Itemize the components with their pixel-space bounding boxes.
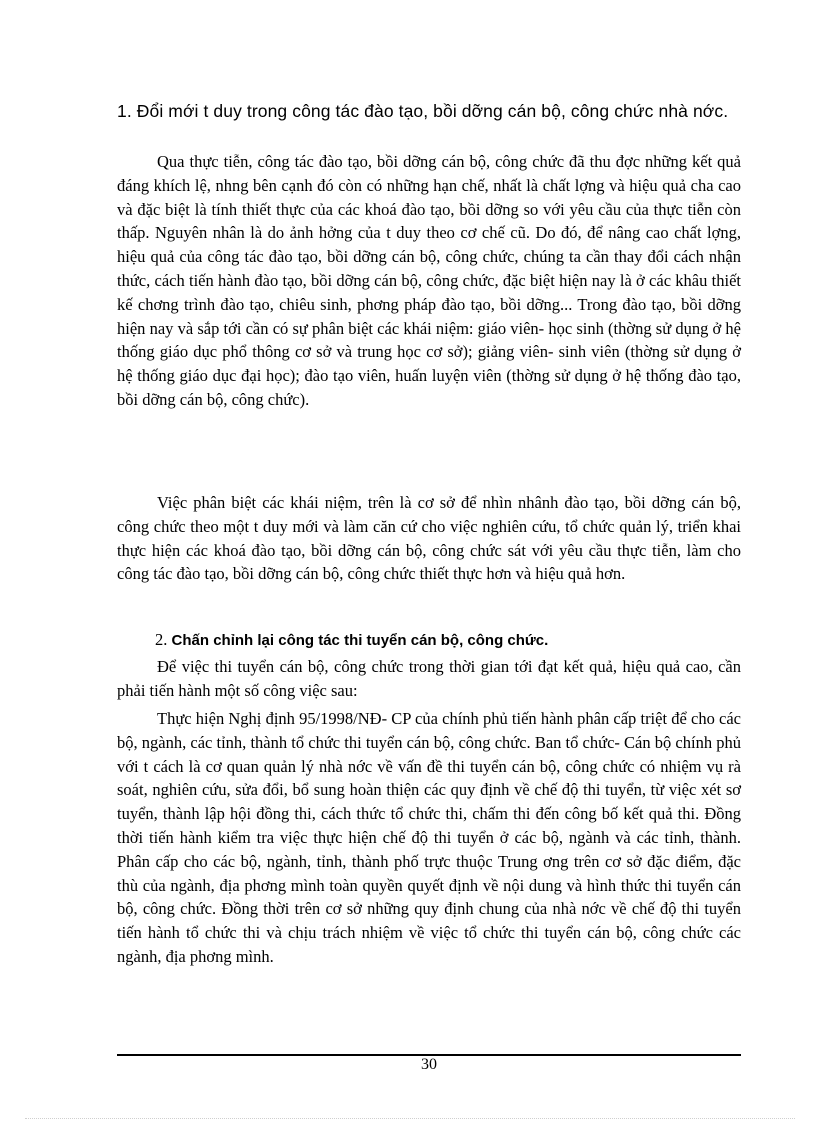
page-number: 30 (421, 1056, 437, 1073)
section-heading-1: 1. Đổi mới t duy trong công tác đào tạo, bồi dỡng cán bộ, công chức nhà nớc. (117, 101, 729, 121)
paragraph-training-reform: Qua thực tiễn, công tác đào tạo, bồi dỡng cán bộ, công chức đã thu đợc những kết quả đáng khích lệ, nhng bên cạnh đó còn có những hạn chế, nhất là chất lợng và hiệu quả cha cao và đặc biệt là tính thiết thực của các khoá đào tạo, bồi dỡng so với yêu cầu của thực tiễn còn thấp. Nguyên nhân là do ảnh hởng của t duy theo cơ chế cũ. Do đó, để nâng cao chất lợng, hiệu quả của công tác đào tạo, bồi dỡng cán bộ, công chức, chúng ta cần thay đổi cách nhận thức, cách tiến hành đào tạo, bồi dỡng cán bộ, công chức, đặc biệt hiện nay là ở các khâu thiết kế chơng trình đào tạo, chiêu sinh, phơng pháp đào tạo, bồi dỡng... Trong đào tạo, bồi dỡng hiện nay và sắp tới cần có sự phân biệt các khái niệm: giáo viên- học sinh (thờng sử dụng ở hệ thống giáo dục phổ thông cơ sở và trung học cơ sở); giảng viên- sinh viên (thờng sử dụng ở hệ thống giáo dục đại học); đào tạo viên, huấn luyện viên (thờng sử dụng ở hệ thống đào tạo, bồi dỡng cán bộ, công chức). (117, 152, 741, 409)
section-heading-2 (155, 628, 741, 653)
section-heading-2-number: 2. (155, 630, 168, 649)
paragraph-concept-distinction: Việc phân biệt các khái niệm, trên là cơ sở để nhìn nhânh đào tạo, bồi dỡng cán bộ, công chức theo một t duy mới và làm căn cứ cho việc nghiên cứu, tổ chức quản lý, triển khai thực hiện các khoá đào tạo, bồi dỡng cán bộ, công chức sát với yêu cầu thực tiễn, làm cho công tác đào tạo, bồi dỡng cán bộ, công chức thiết thực hơn và hiệu quả hơn. (117, 493, 741, 584)
paragraph-exam-intro: Để việc thi tuyển cán bộ, công chức trong thời gian tới đạt kết quả, hiệu quả cao, cần phải tiến hành một số công việc sau: (117, 657, 741, 700)
page-edge-divider (25, 1118, 795, 1119)
paragraph-decree-implementation: Thực hiện Nghị định 95/1998/NĐ- CP của chính phủ tiến hành phân cấp triệt để cho các bộ, ngành, các tỉnh, thành tổ chức thi tuyển cán bộ, công chức. Ban tổ chức- Cán bộ chính phủ với t cách là cơ quan quản lý nhà nớc về vấn đề thi tuyển cán bộ, công chức có nhiệm vụ rà soát, nghiên cứu, sửa đổi, bổ sung hoàn thiện các quy định về chế độ thi tuyển, từ việc xét sơ tuyển, thành lập hội đồng thi, cách thức tổ chức thi, chấm thi đến công bố kết quả thi. Đồng thời tiến hành kiểm tra việc thực hiện chế độ thi tuyển ở các bộ, ngành và các tỉnh, thành. Phân cấp cho các bộ, ngành, tỉnh, thành phố trực thuộc Trung ơng trên cơ sở đặc điểm, đặc thù của ngành, địa phơng mình toàn quyền quyết định về nội dung và hình thức thi tuyển cán bộ, công chức. Đồng thời trên cơ sở những quy định chung của nhà nớc về chế độ thi tuyển tiến hành tổ chức thi và chịu trách nhiệm về việc tổ chức thi tuyển cán bộ, công chức các ngành, địa phơng mình. (117, 709, 741, 966)
section-heading-2-text: Chấn chỉnh lại công tác thi tuyển cán bộ, công chức. (171, 632, 549, 649)
